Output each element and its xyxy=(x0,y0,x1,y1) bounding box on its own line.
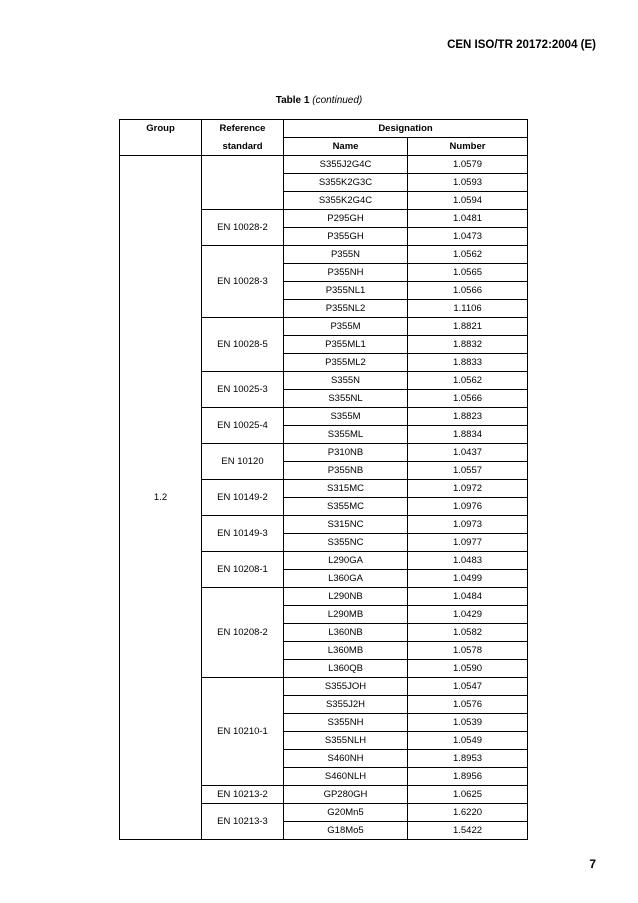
designation-name-cell: S355NLH xyxy=(284,732,408,750)
number-header: Number xyxy=(408,138,528,156)
group-header-cont xyxy=(120,138,202,156)
reference-header-cont: standard xyxy=(202,138,284,156)
designation-number-cell: 1.0566 xyxy=(408,390,528,408)
designation-name-cell: P355M xyxy=(284,318,408,336)
designation-name-cell: L290GA xyxy=(284,552,408,570)
group-cell: 1.2 xyxy=(120,156,202,840)
designation-number-cell: 1.0582 xyxy=(408,624,528,642)
group-header: Group xyxy=(120,120,202,138)
designation-name-cell: G18Mo5 xyxy=(284,822,408,840)
designation-name-cell: S355K2G3C xyxy=(284,174,408,192)
designation-name-cell: L360NB xyxy=(284,624,408,642)
designation-number-cell: 1.0973 xyxy=(408,516,528,534)
designation-name-cell: L360GA xyxy=(284,570,408,588)
designation-name-cell: S355M xyxy=(284,408,408,426)
designation-name-cell: P295GH xyxy=(284,210,408,228)
designation-number-cell: 1.0976 xyxy=(408,498,528,516)
designation-number-cell: 1.0547 xyxy=(408,678,528,696)
designation-number-cell: 1.0473 xyxy=(408,228,528,246)
designation-number-cell: 1.8956 xyxy=(408,768,528,786)
designation-number-cell: 1.8823 xyxy=(408,408,528,426)
designation-number-cell: 1.0565 xyxy=(408,264,528,282)
table-caption xyxy=(0,95,638,106)
reference-standard-cell xyxy=(202,156,284,210)
reference-standard-cell: EN 10120 xyxy=(202,444,284,480)
designation-number-cell: 1.8833 xyxy=(408,354,528,372)
reference-standard-cell: EN 10149-2 xyxy=(202,480,284,516)
designation-number-cell: 1.0539 xyxy=(408,714,528,732)
designation-number-cell: 1.0549 xyxy=(408,732,528,750)
designation-number-cell: 1.0590 xyxy=(408,660,528,678)
designation-name-cell: S355ML xyxy=(284,426,408,444)
header-row-2 xyxy=(120,138,528,156)
designation-name-cell: G20Mn5 xyxy=(284,804,408,822)
designation-number-cell: 1.0562 xyxy=(408,372,528,390)
designation-name-cell: S460NH xyxy=(284,750,408,768)
designation-number-cell: 1.1106 xyxy=(408,300,528,318)
reference-standard-cell: EN 10213-2 xyxy=(202,786,284,804)
designation-name-cell: P355GH xyxy=(284,228,408,246)
designation-number-cell: 1.8821 xyxy=(408,318,528,336)
designation-number-cell: 1.0481 xyxy=(408,210,528,228)
designation-number-cell: 1.0483 xyxy=(408,552,528,570)
reference-standard-cell: EN 10028-3 xyxy=(202,246,284,318)
table-caption-note: (continued) xyxy=(312,95,363,106)
designation-name-cell: P355NH xyxy=(284,264,408,282)
designation-name-cell: S355NL xyxy=(284,390,408,408)
reference-standard-cell: EN 10210-1 xyxy=(202,678,284,786)
designation-table xyxy=(119,119,528,840)
designation-name-cell: S355JOH xyxy=(284,678,408,696)
designation-name-cell: S460NLH xyxy=(284,768,408,786)
designation-name-cell: S355NC xyxy=(284,534,408,552)
designation-name-cell: S355N xyxy=(284,372,408,390)
designation-number-cell: 1.0593 xyxy=(408,174,528,192)
designation-name-cell: S355MC xyxy=(284,498,408,516)
designation-number-cell: 1.0594 xyxy=(408,192,528,210)
designation-number-cell: 1.0499 xyxy=(408,570,528,588)
designation-name-cell: P355NB xyxy=(284,462,408,480)
designation-header: Designation xyxy=(284,120,528,138)
header-row-1 xyxy=(120,120,528,138)
document-id: CEN ISO/TR 20172:2004 (E) xyxy=(447,39,596,51)
designation-name-cell: P355NL2 xyxy=(284,300,408,318)
designation-name-cell: P355ML2 xyxy=(284,354,408,372)
table-caption-label: Table 1 xyxy=(275,95,310,106)
name-header: Name xyxy=(284,138,408,156)
designation-name-cell: S355NH xyxy=(284,714,408,732)
designation-name-cell: P355NL1 xyxy=(284,282,408,300)
designation-name-cell: S355K2G4C xyxy=(284,192,408,210)
designation-number-cell: 1.0625 xyxy=(408,786,528,804)
designation-number-cell: 1.0972 xyxy=(408,480,528,498)
designation-number-cell: 1.8832 xyxy=(408,336,528,354)
designation-name-cell: P355N xyxy=(284,246,408,264)
designation-number-cell: 1.0977 xyxy=(408,534,528,552)
designation-name-cell: S315NC xyxy=(284,516,408,534)
designation-name-cell: L290NB xyxy=(284,588,408,606)
reference-standard-cell: EN 10208-1 xyxy=(202,552,284,588)
reference-header: Reference xyxy=(202,120,284,138)
designation-number-cell: 1.8953 xyxy=(408,750,528,768)
designation-name-cell: S355J2G4C xyxy=(284,156,408,174)
designation-number-cell: 1.0576 xyxy=(408,696,528,714)
reference-standard-cell: EN 10025-3 xyxy=(202,372,284,408)
designation-number-cell: 1.0578 xyxy=(408,642,528,660)
reference-standard-cell: EN 10025-4 xyxy=(202,408,284,444)
designation-number-cell: 1.0562 xyxy=(408,246,528,264)
reference-standard-cell: EN 10028-2 xyxy=(202,210,284,246)
designation-name-cell: GP280GH xyxy=(284,786,408,804)
reference-standard-cell: EN 10149-3 xyxy=(202,516,284,552)
reference-standard-cell: EN 10028-5 xyxy=(202,318,284,372)
designation-number-cell: 1.0557 xyxy=(408,462,528,480)
designation-name-cell: S355J2H xyxy=(284,696,408,714)
designation-number-cell: 1.0484 xyxy=(408,588,528,606)
table-row xyxy=(120,156,528,174)
designation-number-cell: 1.5422 xyxy=(408,822,528,840)
designation-number-cell: 1.0437 xyxy=(408,444,528,462)
designation-number-cell: 1.6220 xyxy=(408,804,528,822)
designation-number-cell: 1.0429 xyxy=(408,606,528,624)
designation-name-cell: L360QB xyxy=(284,660,408,678)
designation-name-cell: P310NB xyxy=(284,444,408,462)
page-number: 7 xyxy=(589,857,596,871)
designation-number-cell: 1.0566 xyxy=(408,282,528,300)
reference-standard-cell: EN 10213-3 xyxy=(202,804,284,840)
designation-name-cell: L290MB xyxy=(284,606,408,624)
designation-name-cell: L360MB xyxy=(284,642,408,660)
reference-standard-cell: EN 10208-2 xyxy=(202,588,284,678)
designation-number-cell: 1.0579 xyxy=(408,156,528,174)
designation-name-cell: S315MC xyxy=(284,480,408,498)
designation-name-cell: P355ML1 xyxy=(284,336,408,354)
designation-number-cell: 1.8834 xyxy=(408,426,528,444)
